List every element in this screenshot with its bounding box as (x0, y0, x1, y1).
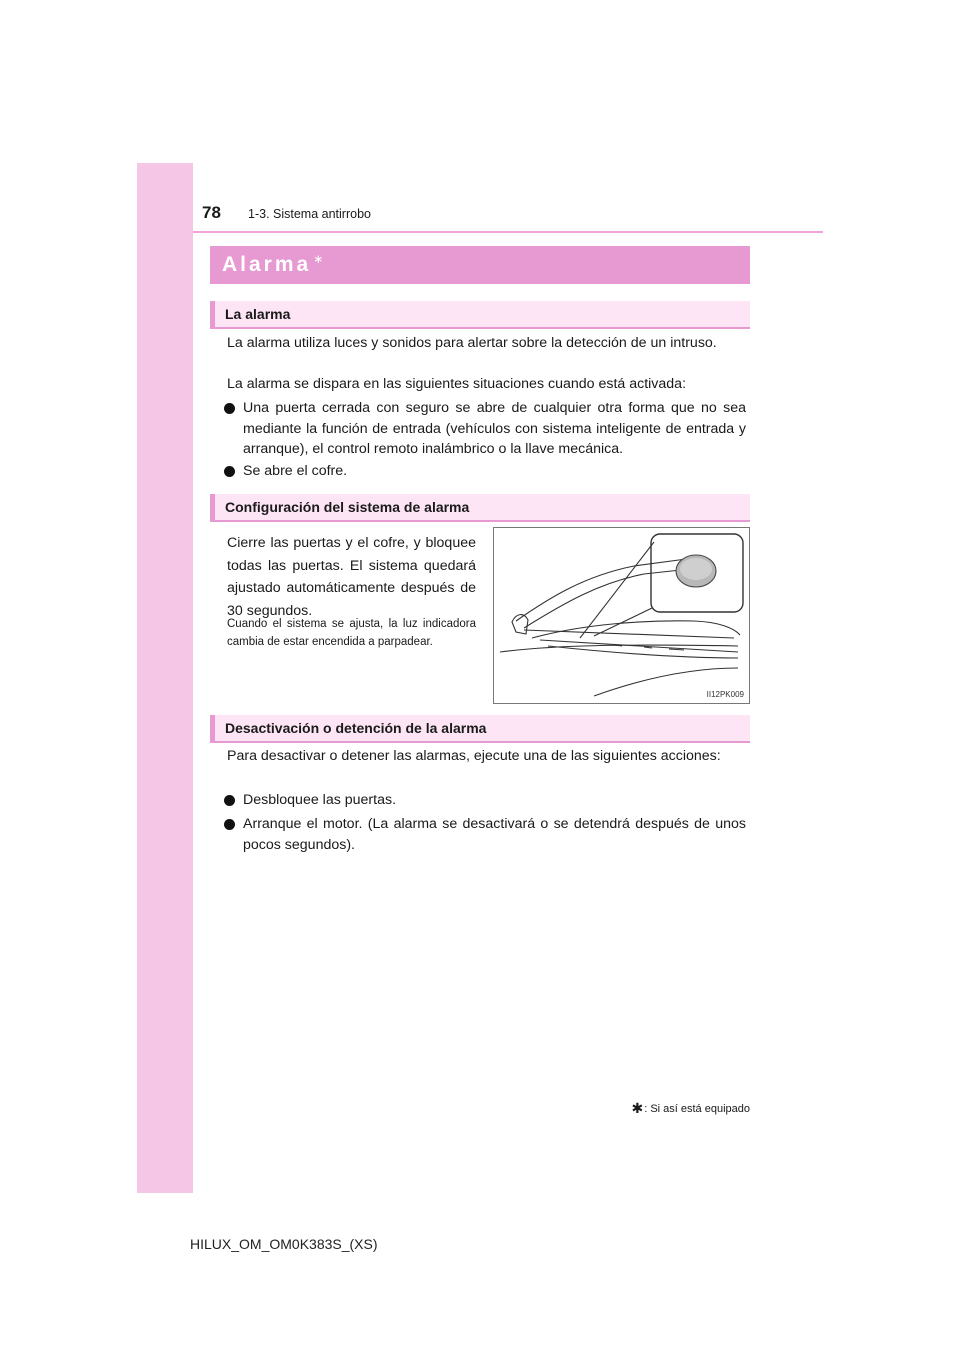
illustration-code: II12PK009 (706, 690, 744, 699)
alarma-bullet-1-text: Una puerta cerrada con seguro se abre de cualquier otra forma que no sea mediante la función de entrada (vehículos con sistema inteligente de entrada y arranque), el control remoto inalámbrico o la llave mecánica. (243, 400, 746, 457)
bullet-icon (224, 466, 235, 477)
deactivate-intro: Para desactivar o detener las alarmas, ejecute una de las siguientes acciones: (227, 748, 721, 764)
asterisk-icon: ✱ (631, 1100, 644, 1116)
windshield-drawing (494, 528, 749, 703)
alarma-bullet-2 (243, 461, 746, 482)
alarma-bullet-1 (243, 398, 746, 460)
heading-configuracion: Configuración del sistema de alarma (210, 494, 750, 522)
header-rule (193, 231, 823, 233)
deactivate-bullet-2-text: Arranque el motor. (La alarma se desactivará o se detendrá después de unos pocos segundos). (243, 816, 746, 853)
deactivate-bullet-1 (243, 790, 746, 811)
page-title: Alarma (222, 253, 312, 276)
title-band (210, 246, 750, 284)
footnote-text: : Si así está equipado (644, 1102, 750, 1115)
heading-la-alarma: La alarma (210, 301, 750, 329)
section-reference: 1-3. Sistema antirrobo (248, 207, 371, 221)
bullet-icon (224, 795, 235, 806)
page-number: 78 (202, 203, 221, 222)
config-note: Cuando el sistema se ajusta, la luz indicadora cambia de estar encendida a parpadear. (227, 618, 476, 648)
heading-desactivacion: Desactivación o detención de la alarma (210, 715, 750, 743)
bullet-icon (224, 403, 235, 414)
bullet-icon (224, 819, 235, 830)
footnote (631, 1100, 750, 1117)
document-code: HILUX_OM_OM0K383S_(XS) (190, 1236, 378, 1252)
windshield-indicator-illustration (493, 527, 750, 704)
deactivate-bullet-1-text: Desbloquee las puertas. (243, 792, 397, 808)
config-text: Cierre las puertas y el cofre, y bloquee todas las puertas. El sistema quedará ajustado automáticamente después de 30 segundos. (227, 535, 476, 619)
alarma-bullet-2-text: Se abre el cofre. (243, 463, 348, 479)
deactivate-bullet-2 (243, 814, 746, 855)
alarma-intro-2: La alarma se dispara en las siguientes situaciones cuando está activada: (227, 376, 687, 392)
alarma-intro-1: La alarma utiliza luces y sonidos para alertar sobre la detección de un intruso. (227, 335, 717, 351)
equipped-marker: ∗ (313, 252, 324, 266)
side-tab-bar (137, 163, 193, 1193)
